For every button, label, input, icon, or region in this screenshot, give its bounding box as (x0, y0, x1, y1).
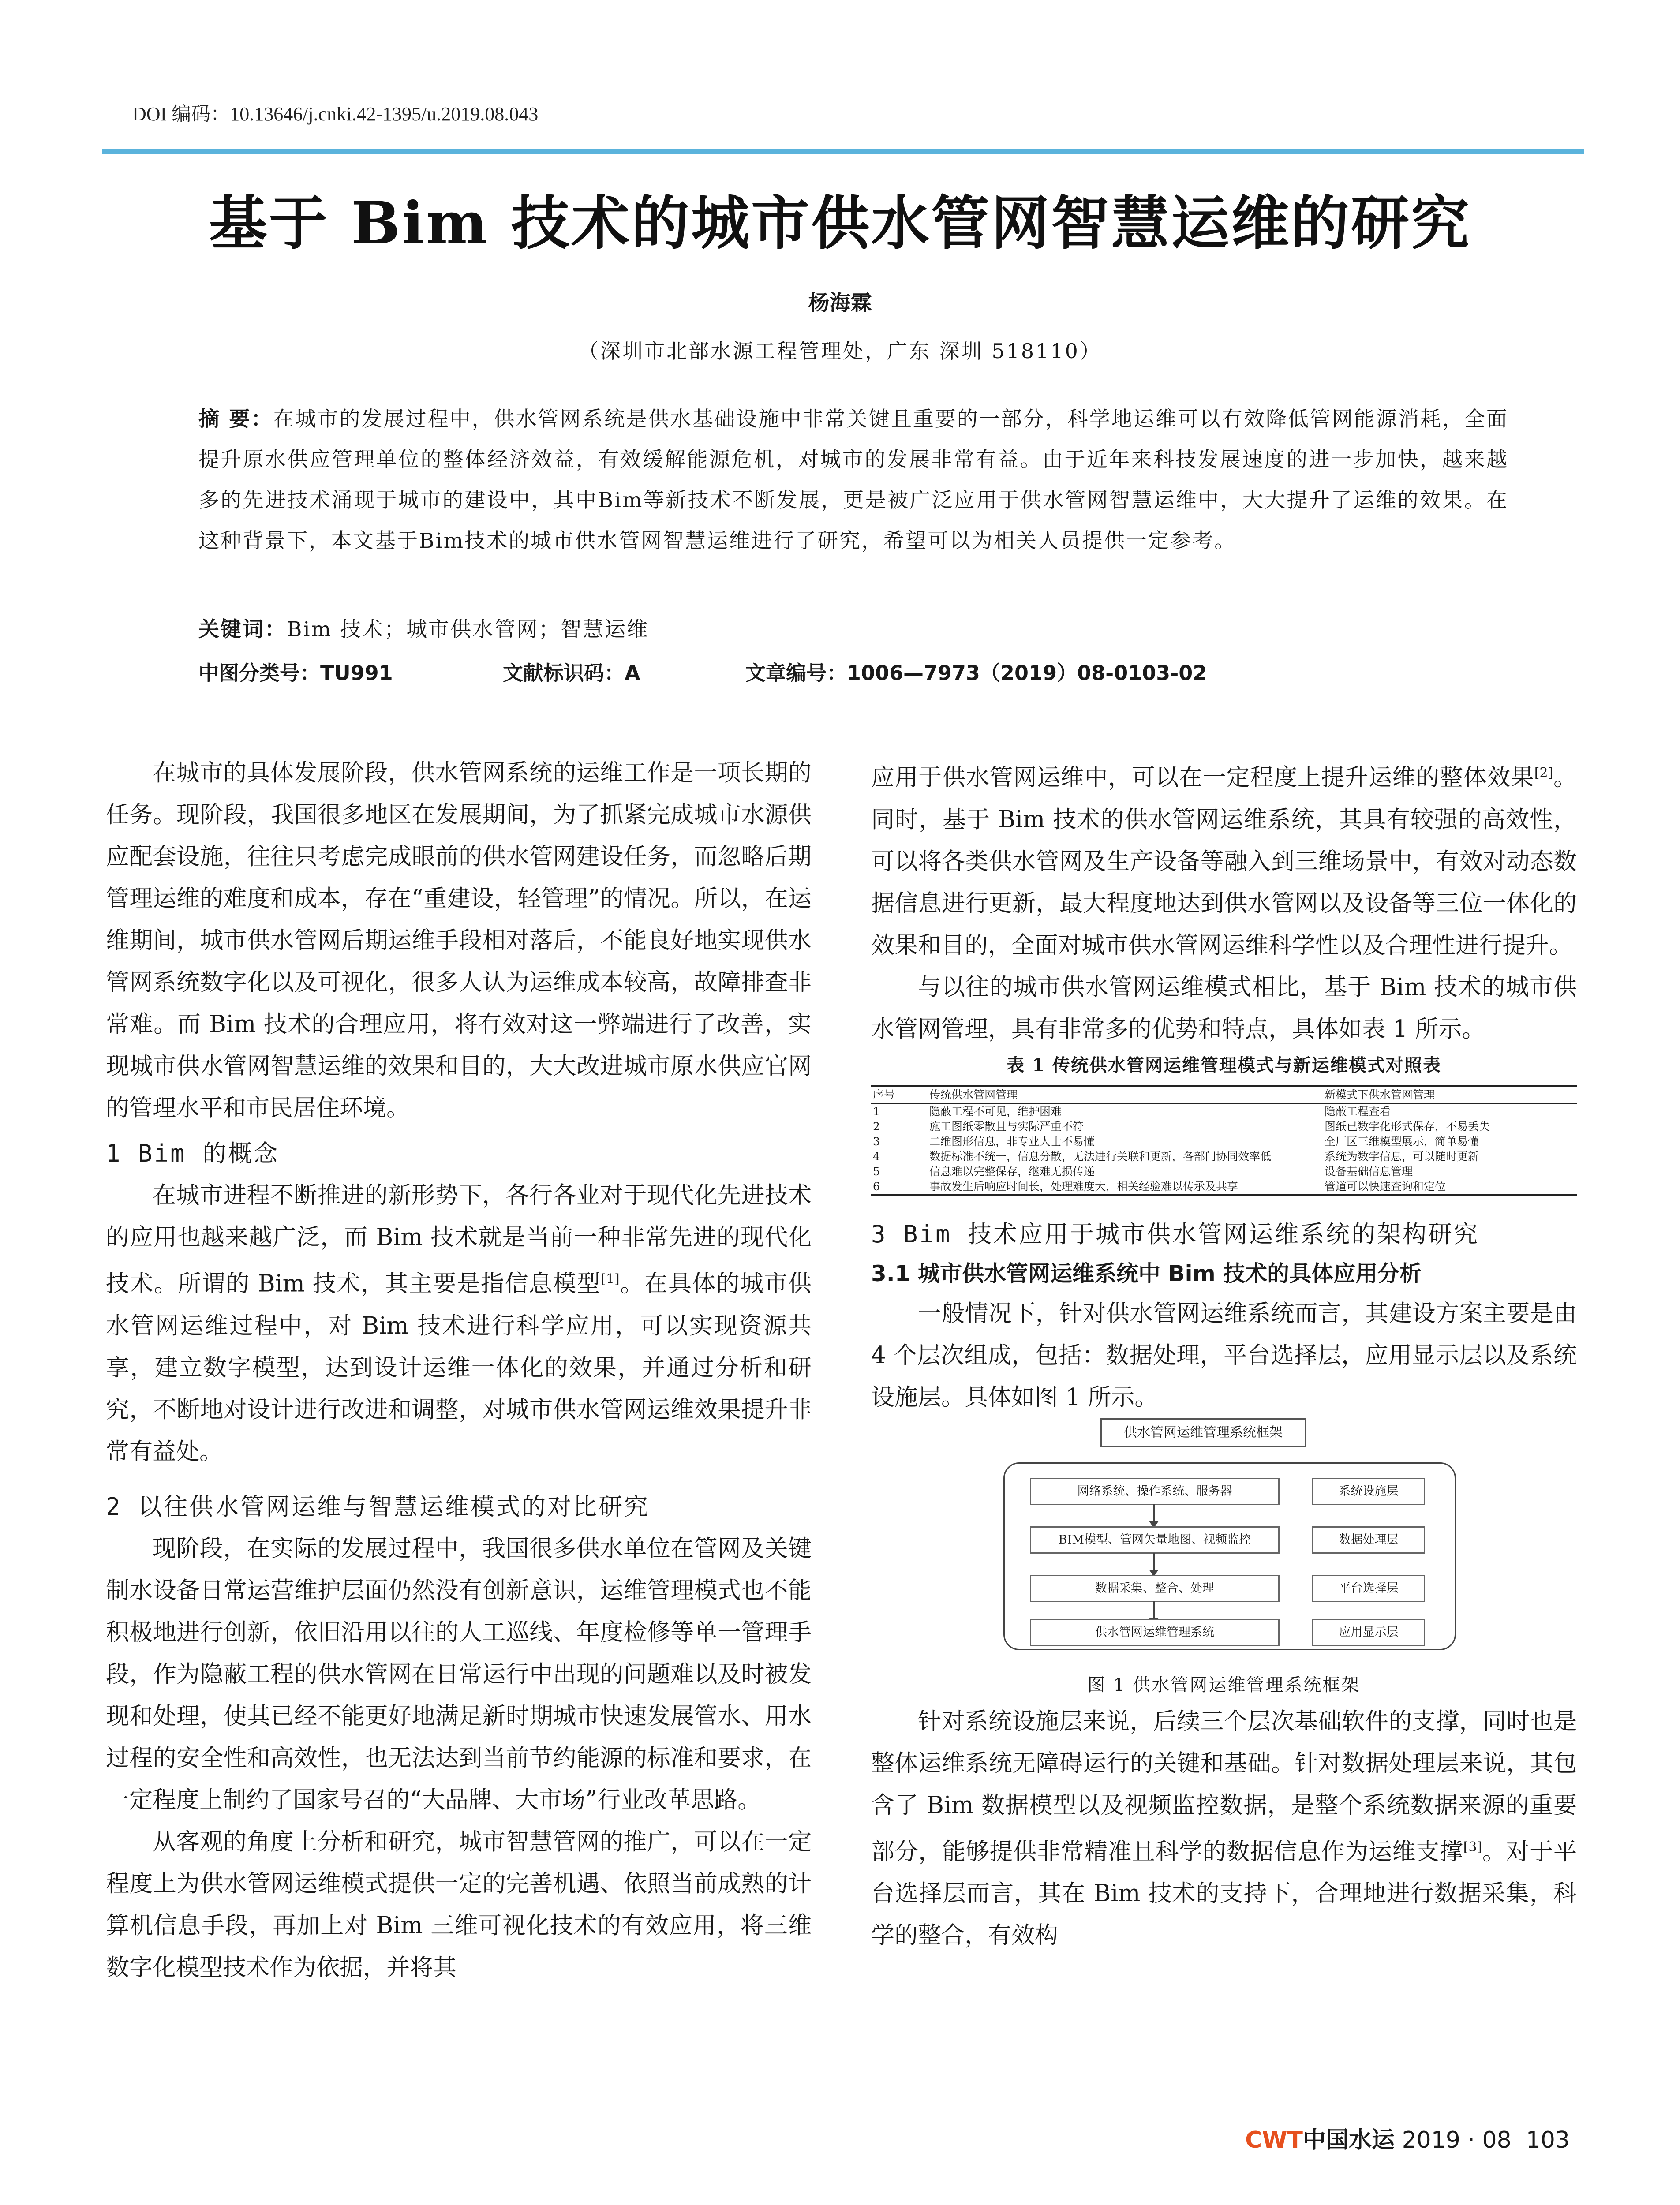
keywords-label: 关键词： (198, 617, 287, 642)
table-row (871, 1104, 1577, 1119)
abstract-label: 摘 要： (198, 407, 273, 431)
affiliation: （深圳市北部水源工程管理处，广东 深圳 518110） (578, 339, 1102, 363)
figure-arrow (1153, 1504, 1155, 1522)
table-1 (871, 1085, 1577, 1196)
right-paragraph-4 (871, 1700, 1577, 1957)
table-cell: 1 (873, 1105, 880, 1118)
document-code: 文献标识码：A (503, 661, 640, 685)
cwt-logo: CWT (1245, 2127, 1303, 2153)
right-paragraph-1 (871, 752, 1577, 966)
figure-box-management-system: 供水管网运维管理系统 (1030, 1619, 1280, 1646)
figure-1 (871, 1418, 1577, 1665)
section-3-heading: 3 Bim 技术应用于城市供水管网运维系统的架构研究 (871, 1220, 1480, 1248)
figure-box-data-processing: 数据采集、整合、处理 (1030, 1575, 1280, 1602)
table-cell: 系统为数字信息，可以随时更新 (1325, 1150, 1479, 1163)
right-column (871, 752, 1577, 1956)
intro-paragraph: 在城市的具体发展阶段，供水管网系统的运维工作是一项长期的任务。现阶段，我国很多地区在发展期间，为了抓紧完成城市水源供应配套设施，往往只考虑完成眼前的供水管网建设任务，而忽略后期管理运维的难度和成本，存在“重建设，轻管理”的情况。所以，在运维期间，城市供水管网后期运维手段相对落后，不能良好地实现供水管网系统数字化以及可视化，很多人认为运维成本较高，故障排查非常难。而 Bim 技术的合理应用，将有效对这一弊端进行了改善，实现城市供水管网智慧运维的效果和目的，大大改进城市原水供应官网的管理水平和市民居住环境。 (106, 759, 812, 1121)
table-cell: 管道可以快速查询和定位 (1323, 1179, 1577, 1195)
table-1-caption: 表 1 传统供水管网运维管理模式与新运维模式对照表 (1007, 1054, 1441, 1076)
figure-1-caption: 图 1 供水管网运维管理系统框架 (1087, 1674, 1361, 1695)
table-row (871, 1134, 1577, 1149)
journal-name: 中国水运 (1303, 2127, 1395, 2153)
table-cell: 数据标准不统一，信息分散，无法进行关联和更新，各部门协同效率低 (929, 1150, 1272, 1163)
section-1-text-a: 在城市进程不断推进的新形势下，各行各业对于现代化先进技术的应用也越来越广泛，而 Bim 技术就是当前一种非常先进的现代化技术。所谓的 Bim 技术，其主要是指信息模型 (106, 1182, 812, 1297)
table-cell: 5 (873, 1165, 880, 1178)
table-header-cell: 传统供水管网管理 (928, 1086, 1323, 1104)
paper-title: 基于 Bim 技术的城市供水管网智慧运维的研究 (209, 189, 1471, 258)
right-paragraph-1-text-b: 。同时，基于 Bim 技术的供水管网运维系统，其具有较强的高效性，可以将各类供水管网及生产设备等融入到三维场景中，有效对动态数据信息进行更新，最大程度地达到供水管网以及设备等三位一体化的效果和目的，全面对城市供水管网运维科学性以及合理性进行提升。 (871, 764, 1577, 959)
figure-box-infrastructure: 网络系统、操作系统、服务器 (1030, 1478, 1280, 1505)
page-number: 103 (1526, 2127, 1570, 2153)
table-cell: 设备基础信息管理 (1325, 1165, 1413, 1178)
section-2-paragraph-2: 从客观的角度上分析和研究，城市智慧管网的推广，可以在一定程度上为供水管网运维模式提供一定的完善机遇、依照当前成熟的计算机信息手段，再加上对 Bim 三维可视化技术的有效应用，将三维数字化模型技术作为依据，并将其 (106, 1828, 812, 1981)
subsection-3-1-heading: 3.1 城市供水管网运维系统中 Bim 技术的具体应用分析 (871, 1260, 1422, 1286)
clc-number: 中图分类号：TU991 (198, 661, 393, 685)
table-cell: 3 (873, 1135, 880, 1148)
table-cell: 事故发生后响应时间长，处理难度大，相关经验难以传承及共享 (928, 1179, 1323, 1195)
table-header-cell: 序号 (871, 1086, 928, 1104)
citation-3: [3] (1463, 1839, 1482, 1855)
table-row (871, 1119, 1577, 1134)
right-paragraph-4-text-a: 针对系统设施层来说，后续三个层次基础软件的支撑，同时也是整体运维系统无障碍运行的关键和基础。针对数据处理层来说，其包含了 Bim 数据模型以及视频监控数据，是整个系统数据来源的重要部分，能够提供非常精准且科学的数据信息作为运维支撑 (871, 1708, 1577, 1865)
author: 杨海霖 (808, 291, 872, 315)
table-row (871, 1149, 1577, 1164)
table-row (871, 1179, 1577, 1195)
abstract-text: 在城市的发展过程中，供水管网系统是供水基础设施中非常关键且重要的一部分，科学地运维可以有效降低管网能源消耗，全面提升原水供应管理单位的整体经济效益，有效缓解能源危机，对城市的发展非常有益。由于近年来科技发展速度的进一步加快，越来越多的先进技术涌现于城市的建设中，其中Bim等新技术不断发展，更是被广泛应用于供水管网智慧运维中，大大提升了运维的效果。在这种背景下，本文基于Bim技术的城市供水管网智慧运维进行了研究，希望可以为相关人员提供一定参考。 (198, 407, 1508, 553)
section-2-heading: 2 以往供水管网运维与智慧运维模式的对比研究 (106, 1492, 650, 1521)
table-cell: 隐蔽工程不可见，维护困难 (929, 1105, 1062, 1118)
table-cell: 2 (873, 1120, 880, 1133)
section-1-paragraph (106, 1174, 812, 1472)
figure-layer-label: 数据处理层 (1312, 1526, 1425, 1554)
doi-line: DOI 编码：10.13646/j.cnki.42-1395/u.2019.08.043 (132, 103, 539, 125)
citation-1: [1] (601, 1271, 620, 1287)
figure-arrow (1153, 1601, 1155, 1619)
right-paragraph-3: 一般情况下，针对供水管网运维系统而言，其建设方案主要是由 4 个层次组成，包括：数据处理，平台选择层，应用显示层以及系统设施层。具体如图 1 所示。 (871, 1300, 1577, 1411)
header-rule (102, 149, 1584, 154)
table-cell: 施工图纸零散且与实际严重不符 (929, 1120, 1084, 1133)
table-header-cell: 新模式下供水管网管理 (1323, 1086, 1577, 1104)
section-2-paragraph-1: 现阶段，在实际的发展过程中，我国很多供水单位在管网及关键制水设备日常运营维护层面仍然没有创新意识，运维管理模式也不能积极地进行创新，依旧沿用以往的人工巡线、年度检修等单一管理手段，作为隐蔽工程的供水管网在日常运行中出现的问题难以及时被发现和处理，使其已经不能更好地满足新时期城市快速发展管水、用水过程的安全性和高效性，也无法达到当前节约能源的标准和要求，在一定程度上制约了国家号召的“大品牌、大市场”行业改革思路。 (106, 1535, 812, 1813)
left-column (106, 752, 812, 1988)
keywords-text: Bim 技术；城市供水管网；智慧运维 (287, 617, 649, 642)
table-cell: 二维图形信息，非专业人士不易懂 (929, 1135, 1095, 1148)
abstract (198, 399, 1508, 561)
section-1-text-b: 。在具体的城市供水管网运维过程中，对 Bim 技术进行科学应用，可以实现资源共享，建立数字模型，达到设计运维一体化的效果，并通过分析和研究，不断地对设计进行改进和调整，对城市供水管网运维效果提升非常有益处。 (106, 1270, 812, 1465)
keywords (198, 613, 649, 643)
table-cell: 信息难以完整保存，继难无损传递 (929, 1165, 1095, 1178)
issue-number: 2019 · 08 (1402, 2127, 1512, 2153)
table-cell: 4 (873, 1150, 880, 1163)
table-cell: 隐蔽工程查看 (1325, 1105, 1391, 1118)
figure-arrow (1153, 1553, 1155, 1570)
page-footer (1245, 2121, 1570, 2154)
table-row (871, 1164, 1577, 1179)
section-1-heading: 1 Bim 的概念 (106, 1140, 280, 1167)
figure-layer-label: 平台选择层 (1312, 1575, 1425, 1602)
article-number: 文章编号：1006—7973（2019）08-0103-02 (745, 661, 1207, 685)
figure-layer-label: 应用显示层 (1312, 1619, 1425, 1646)
figure-frame-title: 供水管网运维管理系统框架 (1100, 1418, 1306, 1447)
figure-layer-label: 系统设施层 (1312, 1478, 1425, 1505)
table-cell: 全厂区三维模型展示，简单易懂 (1325, 1135, 1479, 1148)
figure-box-bim-model: BIM模型、管网矢量地图、视频监控 (1030, 1526, 1280, 1554)
table-cell: 6 (871, 1179, 928, 1195)
right-paragraph-2: 与以往的城市供水管网运维模式相比，基于 Bim 技术的城市供水管网管理，具有非常多的优势和特点，具体如表 1 所示。 (871, 973, 1577, 1043)
right-paragraph-1-text-a: 应用于供水管网运维中，可以在一定程度上提升运维的整体效果 (871, 764, 1534, 791)
citation-2: [2] (1534, 765, 1553, 781)
table-cell: 图纸已数字化形式保存，不易丢失 (1325, 1120, 1490, 1133)
right-paragraph-4-text-b: 。对于平台选择层而言，其在 Bim 技术的支持下，合理地进行数据采集，科学的整合，有效构 (871, 1838, 1577, 1949)
